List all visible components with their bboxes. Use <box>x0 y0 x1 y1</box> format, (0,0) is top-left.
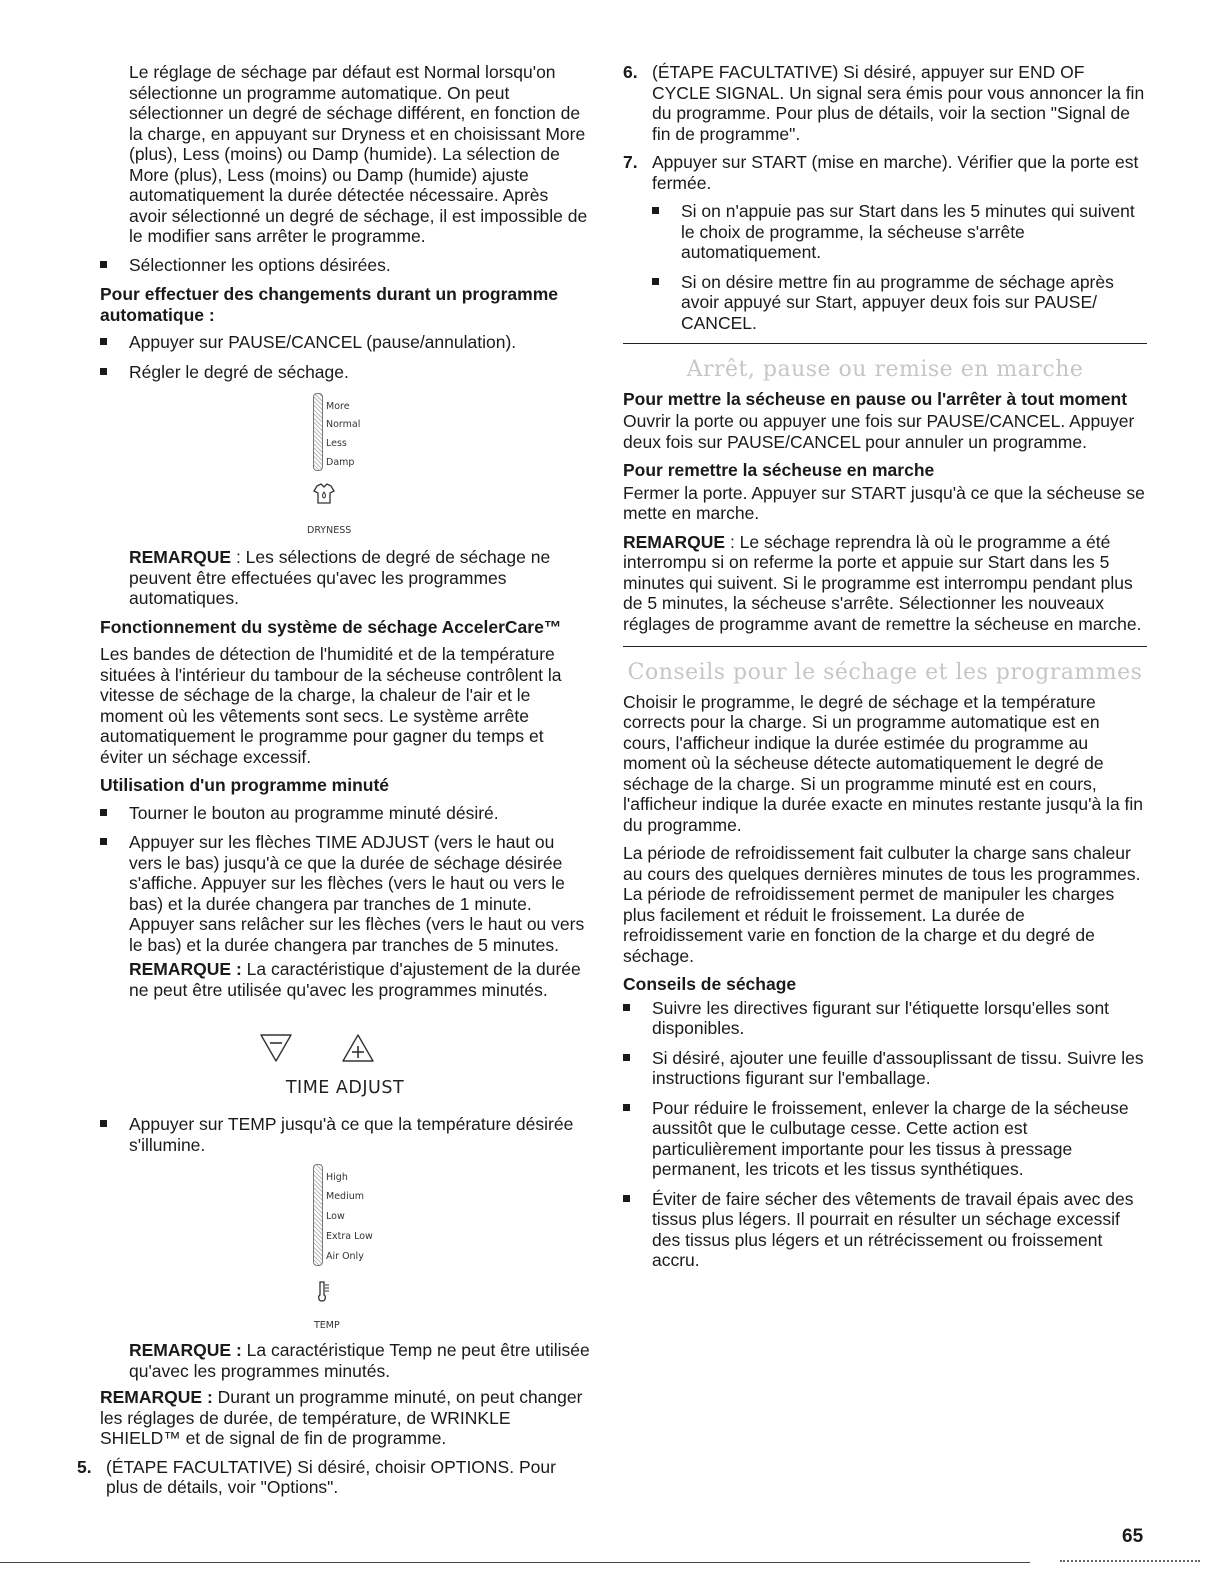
bullet-icon <box>100 261 107 268</box>
dryness-level-less: Less <box>326 438 347 449</box>
tips-paragraph-2: La période de refroidissement fait culbuter la charge sans chaleur au cours des quelques dernières minutes de tous les programmes. La période de refroidissement permet de manipuler les charges plus facilement et réduit le froissement. La durée de refroidissement varie en fonction de la charge et du degré de séchage. <box>623 843 1141 966</box>
step-7: 7. Appuyer sur START (mise en marche). Vérifier que la porte est fermée. <box>623 152 1139 193</box>
remark-dryness: REMARQUE : Les sélections de degré de séchage ne peuvent être effectuées qu'avec les programmes automatiques. <box>129 547 551 608</box>
list-item: Éviter de faire sécher des vêtements de travail épais avec des tissus plus légers. Il pourrait en résulter un séchage excessif des tissus plus légers et un rétrécissement ou froissement accru. <box>623 1189 1147 1271</box>
bullet-icon <box>652 207 659 214</box>
bullet-icon <box>623 1004 630 1011</box>
temp-level-air-only: Air Only <box>326 1251 364 1262</box>
bullet-icon <box>100 368 107 375</box>
list-item: Appuyer sur TEMP jusqu'à ce que la température désirée s'illumine. <box>100 1114 590 1155</box>
time-adjust-caption: TIME ADJUST <box>285 1078 405 1098</box>
remark-restart: REMARQUE : Le séchage reprendra là où le programme a été interrompu si on referme la porte et appuie sur Start dans les 5 minutes qui suivent. Si le programme est interrompu pendant plus de 5 minutes, la sécheuse s'arrête. Sélectionner les nouveaux réglages de programme avant de remettre la sécheuse en marche. <box>623 531 1142 634</box>
bullet-icon <box>652 278 659 285</box>
list-item: Si on n'appuie pas sur Start dans les 5 minutes qui suivent le choix de programme, la sécheuse s'arrête automatiquement. <box>623 201 1147 263</box>
drying-tips-heading: Conseils de séchage <box>623 974 797 994</box>
thermometer-icon <box>315 1280 331 1304</box>
restart-text: Fermer la porte. Appuyer sur START jusqu'à ce que la sécheuse se mette en marche. <box>623 482 1145 523</box>
bullet-icon <box>100 838 107 845</box>
bullet-icon <box>623 1104 630 1111</box>
pause-heading: Pour mettre la sécheuse en pause ou l'arrêter à tout moment <box>623 388 1128 409</box>
bullet-icon <box>623 1054 630 1061</box>
changes-heading: Pour effectuer des changements durant un programme automatique : <box>100 284 559 325</box>
dryness-intro: Le réglage de séchage par défaut est Normal lorsqu'on sélectionne un programme automatique. On peut sélectionner un degré de séchage différent, en fonction de la charge, en appuyant sur Dryness et en choisissant More (plus), Less (moins) ou Damp (humide). La sélection de More (plus), Less (moins) ou Damp (humide) ajuste automatiquement la durée détectée nécessaire. Après avoir sélectionné un degré de séchage, il est impossible de le modifier sans arrêter le programme. <box>129 62 588 246</box>
remark-timed-changes: REMARQUE : Durant un programme minuté, on peut changer les réglages de durée, de température, de WRINKLE SHIELD™ et de signal de fin de programme. <box>100 1387 583 1448</box>
time-adjust-illustration <box>100 1008 590 1106</box>
footer-dots <box>1060 1560 1200 1562</box>
timed-heading: Utilisation d'un programme minuté <box>100 775 390 795</box>
section-divider <box>623 343 1147 344</box>
list-item: Tourner le bouton au programme minuté désiré. <box>100 803 590 824</box>
tips-paragraph-1: Choisir le programme, le degré de séchage et la température corrects pour la charge. Si un programme automatique est en cours, l'afficheur indique la durée estimée du programme au moment où la sécheuse détecte automatiquement le degré de séchage de la charge. Si un programme minuté est en cours, l'afficheur indique la durée exacte en minutes restante jusqu'à la fin du programme. <box>623 691 1144 835</box>
temp-level-high: High <box>326 1172 348 1183</box>
section-title-pause: Arrêt, pause ou remise en marche <box>686 357 1084 382</box>
pause-text: Ouvrir la porte ou appuyer une fois sur PAUSE/CANCEL. Appuyer deux fois sur PAUSE/CANCEL pour annuler un programme. <box>623 411 1135 452</box>
dryness-level-normal: Normal <box>326 419 361 430</box>
step-6: 6. (ÉTAPE FACULTATIVE) Si désiré, appuyer sur END OF CYCLE SIGNAL. Un signal sera émis pour vous annoncer la fin du programme. Pour plus de détails, voir la section "Signal de fin de programme". <box>623 62 1145 144</box>
list-item: Sélectionner les options désirées. <box>100 255 590 276</box>
bullet-icon <box>100 809 107 816</box>
list-item: Suivre les directives figurant sur l'étiquette lorsqu'elles sont disponibles. <box>623 998 1147 1039</box>
left-column <box>77 62 590 1506</box>
section-title-tips: Conseils pour le séchage et les programmes <box>627 660 1143 685</box>
dryness-level-more: More <box>326 401 350 412</box>
list-item: Régler le degré de séchage. <box>100 362 590 383</box>
list-item: Appuyer sur PAUSE/CANCEL (pause/annulation). <box>100 332 590 353</box>
bullet-icon <box>100 1120 107 1127</box>
dryness-selector-bar <box>313 393 323 471</box>
accelercare-heading: Fonctionnement du système de séchage AccelerCare™ <box>100 616 562 637</box>
remark-temp: REMARQUE : La caractéristique Temp ne peut être utilisée qu'avec les programmes minutés. <box>129 1340 590 1381</box>
temp-level-medium: Medium <box>326 1191 364 1202</box>
dryness-level-damp: Damp <box>326 457 355 468</box>
accelercare-text: Les bandes de détection de l'humidité et de la température situées à l'intérieur du tambour de la sécheuse contrôlent la vitesse de séchage de la charge, la chaleur de l'air et le moment où les vêtements sont secs. Le système arrête automatiquement le programme pour gagner du temps et éviter un séchage excessif. <box>100 644 562 767</box>
restart-heading: Pour remettre la sécheuse en marche <box>623 460 935 480</box>
temp-level-extra-low: Extra Low <box>326 1231 373 1242</box>
temp-control-illustration <box>100 1164 590 1332</box>
step-5: 5. (ÉTAPE FACULTATIVE) Si désiré, choisir OPTIONS. Pour plus de détails, voir "Options". <box>77 1456 556 1497</box>
footer-rule <box>0 1562 1030 1563</box>
list-item: Si désiré, ajouter une feuille d'assouplissant de tissu. Suivre les instructions figurant sur l'emballage. <box>623 1048 1147 1089</box>
temp-selector-bar <box>313 1164 323 1266</box>
remark-time-adjust: REMARQUE : La caractéristique d'ajustement de la durée ne peut être utilisée qu'avec les programmes minutés. <box>129 959 581 1000</box>
minus-icon <box>258 1032 294 1064</box>
right-column <box>623 62 1147 1280</box>
list-item: Appuyer sur les flèches TIME ADJUST (vers le haut ou vers le bas) jusqu'à ce que la durée de séchage désirée s'affiche. Appuyer sur les flèches (vers le haut ou vers le bas) et la durée changera par tranches de 1 minute. Appuyer sans relâcher sur les flèches (vers le haut ou vers le bas) et la durée changera par tranches de 5 minutes. <box>100 832 590 955</box>
page-number: 65 <box>1122 1526 1144 1547</box>
bullet-icon <box>623 1195 630 1202</box>
plus-icon <box>340 1032 376 1064</box>
temp-level-low: Low <box>326 1211 345 1222</box>
bullet-icon <box>100 338 107 345</box>
dryness-control-illustration <box>100 391 590 541</box>
dryness-caption: DRYNESS <box>307 525 352 536</box>
shirt-drops-icon <box>312 483 336 505</box>
section-divider <box>623 646 1147 647</box>
list-item: Pour réduire le froissement, enlever la charge de la sécheuse aussitôt que le culbutage cesse. Cette action est particulièrement importante pour les tissus à pressage permanent, les tricots et les tissus synthétiques. <box>623 1098 1147 1180</box>
list-item: Si on désire mettre fin au programme de séchage après avoir appuyé sur Start, appuyer deux fois sur PAUSE/ CANCEL. <box>623 272 1147 334</box>
temp-caption: TEMP <box>314 1320 340 1331</box>
